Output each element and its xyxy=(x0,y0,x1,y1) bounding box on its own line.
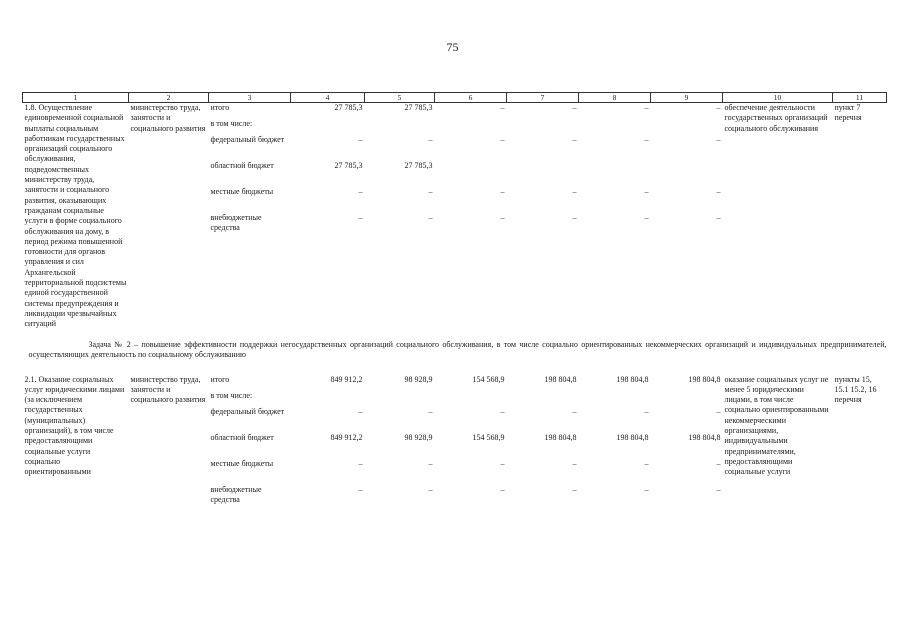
task-heading: Задача № 2 – повышение эффективности поддержки негосударственных организаций социального обслуживания, в том числе социально ориентированных некоммерческих организаций и индивидуальных предпринимателей, осуществляющих деятельность по социальному обслуживанию xyxy=(28,339,887,360)
expected-result: обеспечение деятельности государственных организаций социального обслуживания xyxy=(724,103,828,133)
col-header: 2 xyxy=(129,93,209,103)
measure-name: 2.1. Оказание социальных услуг юридическими лицами (за исключением государственных (муниципальных) организаций), в том числе предоставляющими социальные услуги социально ориентированными xyxy=(24,374,125,477)
page-number: 75 xyxy=(446,40,459,54)
col-header: 9 xyxy=(651,93,723,103)
value-col4: 849 912,2 – 849 912,2 – – xyxy=(330,374,363,494)
column-number-row xyxy=(23,93,887,103)
col-header: 3 xyxy=(209,93,291,103)
value-col5: 27 785,3 – 27 785,3 – – xyxy=(404,103,433,222)
list-reference: пункты 15, 15.1 15.2, 16 перечня xyxy=(834,374,877,405)
value-col8: 198 804,8 – 198 804,8 – – xyxy=(616,374,649,494)
executor: министерство труда, занятости и социального развития xyxy=(130,374,206,405)
funding-sources: итого в том числе: федеральный бюджет областной бюджет местные бюджеты внебюджетные средства xyxy=(210,103,285,233)
value-col5: 98 928,9 – 98 928,9 – – xyxy=(404,374,433,494)
expected-result: оказание социальных услуг не менее 5 юридическими лицами, в том числе социально ориентированными некоммерческими организациями, индивидуальными предпринимателями, предоставляющими социальные услуги xyxy=(724,374,829,477)
value-col9: – – – – xyxy=(716,103,721,222)
col-header: 5 xyxy=(365,93,435,103)
col-header: 7 xyxy=(507,93,579,103)
list-reference: пункт 7 перечня xyxy=(834,103,862,123)
col-header: 8 xyxy=(579,93,651,103)
value-col4: 27 785,3 – 27 785,3 – – xyxy=(334,103,363,222)
col-header: 1 xyxy=(23,93,129,103)
measure-name: 1.8. Осуществление единовременной социальной выплаты социальным работникам государственных организаций социального обслуживания, подведомственных министерству труда, занятости и социального развития, оказывающих гражданам социальные услуги в форме социального обслуживания на дому, в период режима повышенной готовности для органов управления и сил Архангельской территориальной подсистемы единой государственной системы предупреждения и ликвидации чрезвычайных ситуаций xyxy=(24,103,127,329)
value-col9: 198 804,8 – 198 804,8 – – xyxy=(688,374,721,494)
value-col6: 154 568,9 – 154 568,9 – – xyxy=(472,374,505,494)
col-header: 11 xyxy=(833,93,887,103)
value-col8: – – – – xyxy=(644,103,649,222)
executor: министерство труда, занятости и социального развития xyxy=(130,103,206,133)
program-table xyxy=(22,92,887,511)
task-row xyxy=(23,330,887,375)
col-header: 10 xyxy=(723,93,833,103)
col-header: 4 xyxy=(291,93,365,103)
table-row xyxy=(23,103,887,330)
value-col7: 198 804,8 – 198 804,8 – – xyxy=(544,374,577,494)
table-row xyxy=(23,375,887,511)
col-header: 6 xyxy=(435,93,507,103)
value-col6: – – – – xyxy=(500,103,505,222)
funding-sources: итого в том числе: федеральный бюджет областной бюджет местные бюджеты внебюджетные средства xyxy=(210,374,285,504)
value-col7: – – – – xyxy=(572,103,577,222)
